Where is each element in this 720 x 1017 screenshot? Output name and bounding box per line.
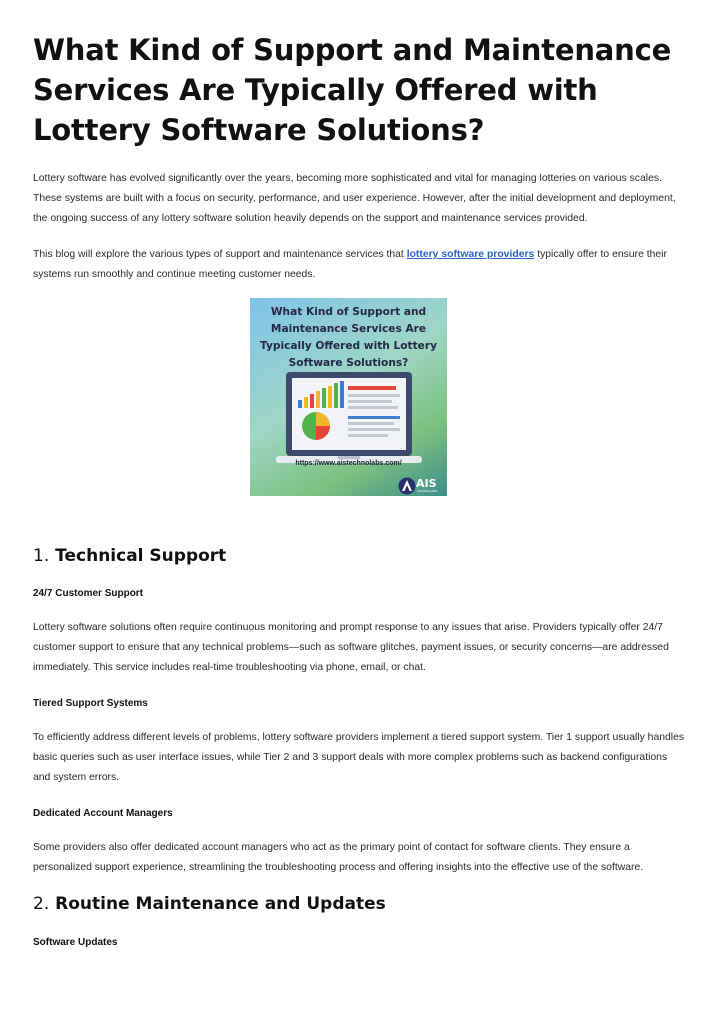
blog-text-before: This blog will explore the various types of support and maintenance services that [33, 249, 407, 260]
section-2-number: 2. [33, 894, 50, 914]
blog-paragraph [33, 245, 685, 285]
intro-paragraph: Lottery software has evolved significantly over the years, becoming more sophisticated and vital for managing lotteries on various scales. These systems are built with a focus on security, performance, and user experience. However, after the initial development and deployment, the ongoing success of any lottery software solution heavily depends on the support and maintenance services provided. [33, 173, 676, 224]
blog-text-after: typically offer to ensure their systems run smoothly and continue meeting customer needs. [33, 249, 667, 280]
article-title: What Kind of Support and Maintenance Services Are Typically Offered with Lottery Software Solutions? [33, 33, 672, 147]
subsection-body: Some providers also offer dedicated account managers who act as the primary point of contact for software clients. They ensure a personalized support experience, streamlining the troubleshooting process and offering insights into the effective use of the software. [33, 842, 644, 873]
subsection-heading: 24/7 Customer Support [33, 588, 144, 599]
subsection-body: To efficiently address different levels of problems, lottery software providers implement a tiered support system. Tier 1 support usually handles basic queries such as user interface issues, while Tier 2 and 3 support deals with more complex problems such as backend configurations and system errors. [33, 732, 685, 783]
section-1-number: 1. [33, 546, 50, 566]
section-2-name: Routine Maintenance and Updates [55, 894, 386, 914]
hero-image-url: https://www.aistechnolabs.com/ [295, 460, 402, 467]
lottery-software-providers-link[interactable]: lottery software providers [406, 249, 535, 260]
subsection-heading: Tiered Support Systems [33, 698, 148, 709]
subsection-body: Lottery software solutions often require continuous monitoring and prompt response to any issues that arise. Providers typically offer 24/7 customer support to ensure that any technical problems—such as software glitches, payment issues, or security concerns—are addressed immediately. This service includes real-time troubleshooting via phone, email, or chat. [33, 622, 669, 673]
hero-image-title: What Kind of Support and Maintenance Services Are Typically Offered with Lottery Software Solutions? [259, 306, 437, 369]
logo-subtext: TECHNOLABS [417, 489, 438, 493]
section-2-heading [33, 893, 386, 915]
logo-text: AIS [416, 477, 437, 490]
subsection-heading: Dedicated Account Managers [33, 808, 173, 819]
subsection-heading: Software Updates [33, 937, 118, 948]
section-1-heading [33, 545, 226, 567]
ais-logo [398, 476, 447, 496]
section-1-name: Technical Support [55, 546, 227, 566]
hero-image [250, 298, 447, 496]
